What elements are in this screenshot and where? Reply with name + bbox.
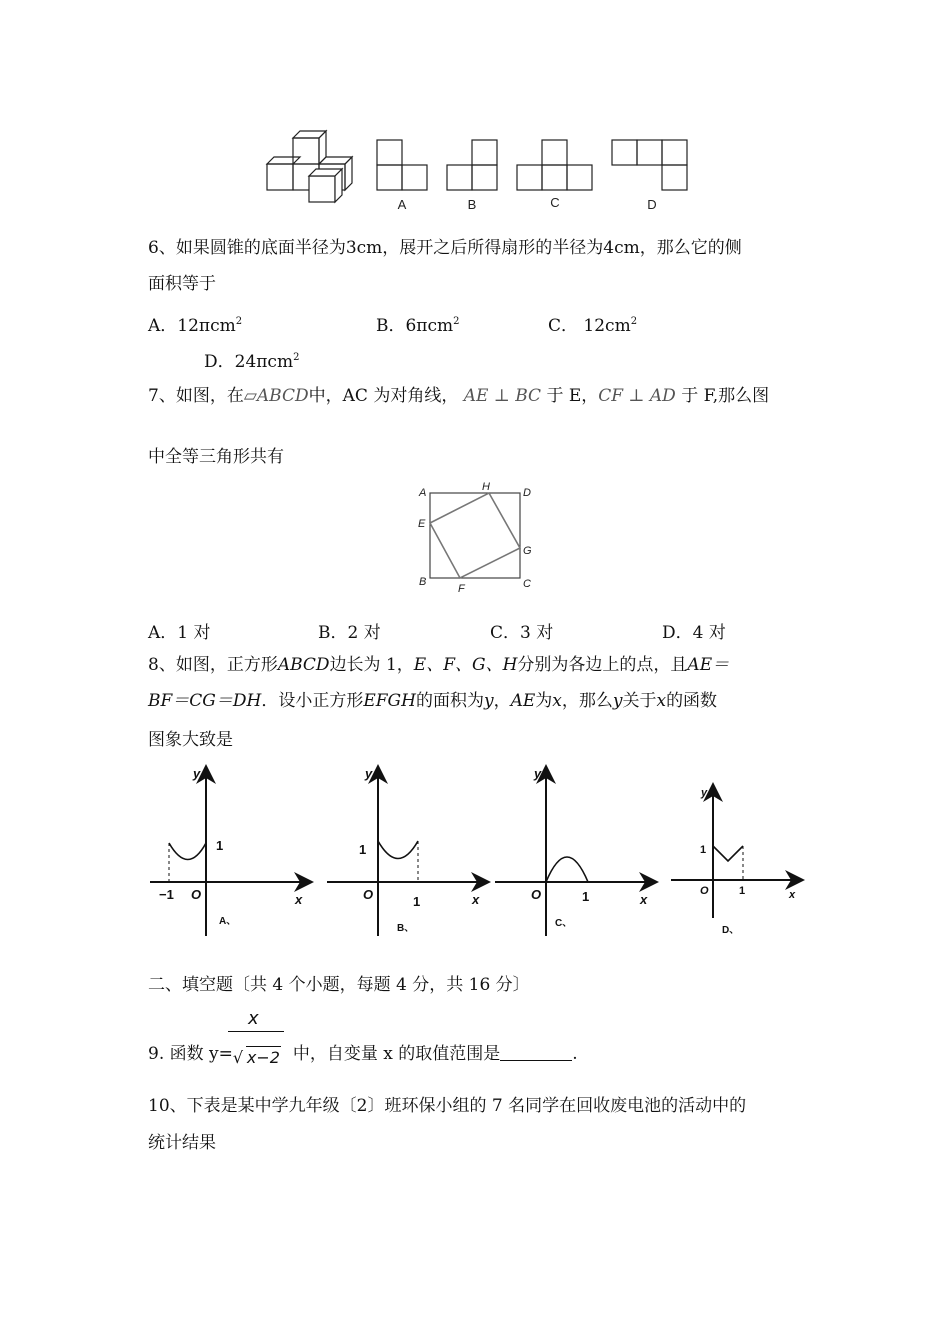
section2-heading: 二、填空题〔共 4 个小题，每题 4 分，共 16 分〕 <box>148 975 530 995</box>
graph-d-one-x: 1 <box>739 885 746 897</box>
cf-perp-ad: CF ⊥ AD <box>598 386 676 406</box>
graph-b-tag: B、 <box>397 923 415 934</box>
q7-line1: 7、如图，在▱ABCD中，AC 为对角线， AE ⊥ BC 于 E，CF ⊥ AD 于 F,那么图 <box>148 386 770 406</box>
function-graphs <box>145 758 815 943</box>
graph-c-y-label: y <box>534 766 542 781</box>
square-label-g: G <box>523 545 532 557</box>
graph-c-x-label: x <box>640 892 648 907</box>
ae-perp-bc: AE ⊥ BC <box>463 386 542 406</box>
cube-label-c: C <box>550 195 560 210</box>
q6-option-b: B．6πcm$^2$ <box>376 316 460 336</box>
parallelogram-abcd: ▱ABCD <box>243 386 309 406</box>
cube-label-b: B <box>467 197 477 212</box>
q8-line3: 图象大致是 <box>148 730 233 750</box>
q6-option-d: D．24πcm$^2$ <box>204 352 300 372</box>
q6-option-a: A．12πcm$^2$ <box>148 316 243 336</box>
graph-a-one: 1 <box>216 838 224 853</box>
q8-line1: 8、如图，正方形ABCD边长为 1，E、F、G、H分别为各边上的点，且AE＝ <box>148 655 730 675</box>
q9-fraction-bar <box>228 1031 284 1032</box>
q7-option-b: B．2 对 <box>318 623 381 643</box>
q9-answer-blank[interactable] <box>500 1044 572 1061</box>
q9-line: 9. 函数 y= √ x−2 中，自变量 x 的取值范围是 . <box>148 1044 578 1067</box>
q7-option-a: A．1 对 <box>148 623 211 643</box>
q7-line2: 中全等三角形共有 <box>148 447 284 467</box>
square-label-a: A <box>419 487 427 499</box>
square-label-e: E <box>418 518 426 530</box>
graph-d-y-label: y <box>701 787 708 799</box>
graph-b-one-x: 1 <box>413 894 421 909</box>
graph-c-origin: O <box>531 887 542 902</box>
graph-a-x-label: x <box>295 892 303 907</box>
q9-numerator: x <box>248 1008 259 1029</box>
graph-a-tag: A、 <box>219 916 237 927</box>
graph-a-origin: O <box>191 887 202 902</box>
graph-b-origin: O <box>363 887 374 902</box>
graph-a-neg-one: −1 <box>159 887 174 902</box>
graph-d-tag: D、 <box>722 925 740 936</box>
graph-d-origin: O <box>700 885 709 897</box>
q10-line1: 10、下表是某中学九年级〔2〕班环保小组的 7 名同学在回收废电池的活动中的 <box>148 1096 747 1116</box>
graph-c-tag: C、 <box>555 918 573 929</box>
square-label-h: H <box>482 481 490 493</box>
square-efgh-figure <box>414 480 544 595</box>
cube-label-a: A <box>397 197 407 212</box>
square-label-c: C <box>523 578 531 590</box>
square-label-b: B <box>419 576 427 588</box>
q7-option-d: D．4 对 <box>662 623 726 643</box>
graph-d-one-y: 1 <box>700 844 707 856</box>
graph-a-y-label: y <box>193 766 201 781</box>
q6-line2: 面积等于 <box>148 274 216 294</box>
graph-b-x-label: x <box>472 892 480 907</box>
square-label-d: D <box>523 487 531 499</box>
cube-label-d: D <box>647 197 657 212</box>
graph-c-one-x: 1 <box>582 889 590 904</box>
graph-b-one-y: 1 <box>359 842 367 857</box>
graph-b-y-label: y <box>365 766 373 781</box>
q8-line2: BF＝CG＝DH．设小正方形EFGH的面积为y，AE为x，那么y关于x的函数 <box>148 691 718 711</box>
q10-line2: 统计结果 <box>148 1133 216 1153</box>
square-label-f: F <box>458 583 465 595</box>
q6-option-c: C． $12cm^2$ <box>548 316 638 336</box>
graph-d-x-label: x <box>789 889 796 901</box>
cube-views-figure <box>262 126 702 216</box>
q7-option-c: C．3 对 <box>490 623 554 643</box>
q6-line1: 6、如果圆锥的底面半径为3cm，展开之后所得扇形的半径为4cm，那么它的侧 <box>148 238 742 258</box>
